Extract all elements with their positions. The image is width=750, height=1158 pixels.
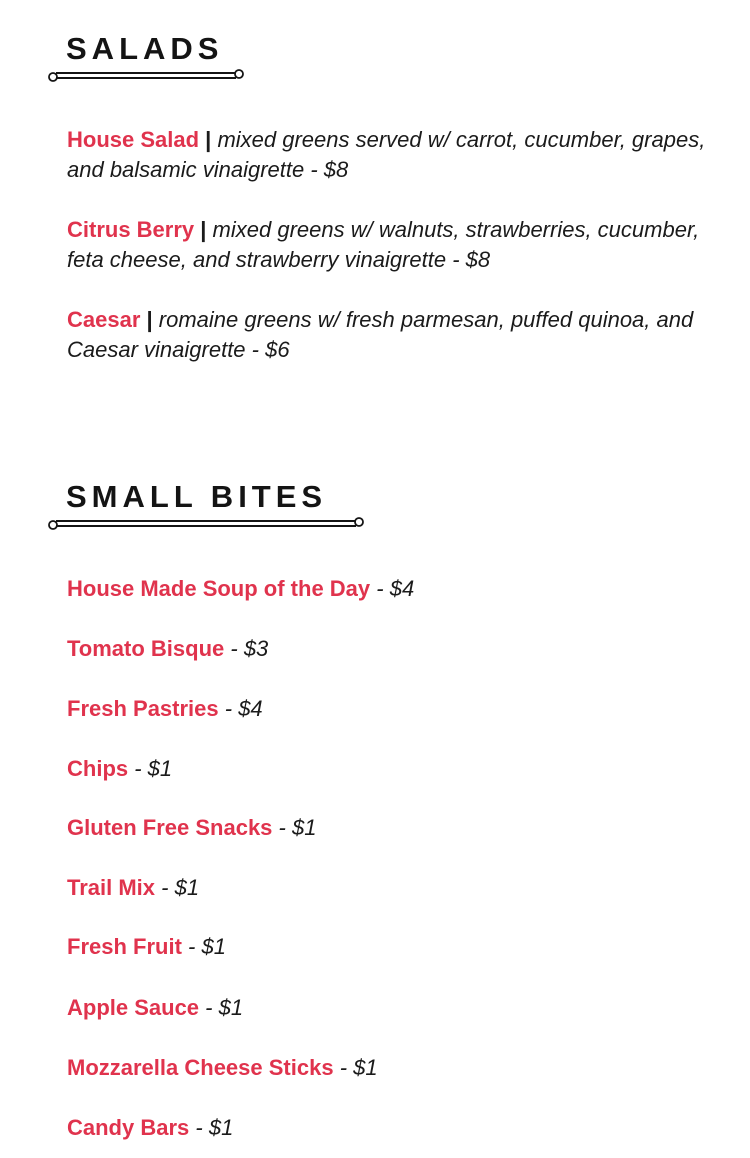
item-price: - $4 [370, 576, 415, 601]
menu-item-tomato-bisque [67, 634, 710, 664]
salads-title: SALADS [66, 31, 224, 66]
small-bites-header [48, 480, 364, 532]
item-name: Candy Bars [67, 1115, 190, 1140]
item-description: mixed greens served w/ carrot, cucumber, grapes, and balsamic vinaigrette - $8 [67, 127, 706, 182]
item-name: Citrus Berry [67, 217, 195, 242]
item-name: Mozzarella Cheese Sticks [67, 1055, 334, 1080]
item-price: - $1 [189, 1115, 234, 1140]
item-price: - $4 [218, 696, 263, 721]
item-name: Chips [67, 756, 129, 781]
item-price: - $3 [224, 636, 269, 661]
salads-header [48, 32, 244, 84]
item-price: - $1 [333, 1055, 378, 1080]
menu-item-fresh-pastries [67, 694, 710, 724]
item-price: - $1 [272, 815, 317, 840]
menu-item-caesar: Caesar | romaine greens w/ fresh parmesan, puffed quinoa, and Caesar vinaigrette - $6 [67, 307, 694, 362]
menu-item-candy-bars [67, 1113, 710, 1143]
menu-item-apple-sauce [67, 993, 710, 1023]
item-price: - $1 [199, 995, 244, 1020]
menu-item-gluten-free-snacks [67, 813, 710, 843]
item-name: House Made Soup of the Day [67, 576, 371, 601]
item-name: House Salad [67, 127, 200, 152]
item-name: Fresh Pastries [67, 696, 219, 721]
menu-item-chips [67, 754, 710, 784]
menu-item-citrus-berry: Citrus Berry | mixed greens w/ walnuts, strawberries, cucumber, feta cheese, and strawberry vinaigrette - $8 [67, 217, 700, 272]
item-description: romaine greens w/ fresh parmesan, puffed quinoa, and Caesar vinaigrette - $6 [67, 307, 694, 362]
item-name: Caesar [67, 307, 141, 332]
ornamental-divider [48, 68, 244, 84]
small-bites-title: SMALL BITES [66, 479, 328, 514]
item-price: - $1 [155, 875, 200, 900]
item-name: Fresh Fruit [67, 934, 182, 959]
menu-item-trail-mix [67, 873, 710, 903]
item-name: Tomato Bisque [67, 636, 225, 661]
ornamental-divider [48, 516, 364, 532]
item-price: - $1 [181, 934, 226, 959]
menu-item-house-salad: House Salad | mixed greens served w/ carrot, cucumber, grapes, and balsamic vinaigrette - $8 [67, 127, 706, 182]
item-price: - $1 [128, 756, 173, 781]
item-name: Gluten Free Snacks [67, 815, 273, 840]
item-name: Apple Sauce [67, 995, 200, 1020]
item-name: Trail Mix [67, 875, 156, 900]
item-description: mixed greens w/ walnuts, strawberries, cucumber, feta cheese, and strawberry vinaigrette - $8 [67, 217, 700, 272]
menu-item-mozzarella-sticks [67, 1053, 710, 1083]
menu-item-fresh-fruit [67, 932, 710, 962]
menu-item-soup [67, 574, 710, 604]
